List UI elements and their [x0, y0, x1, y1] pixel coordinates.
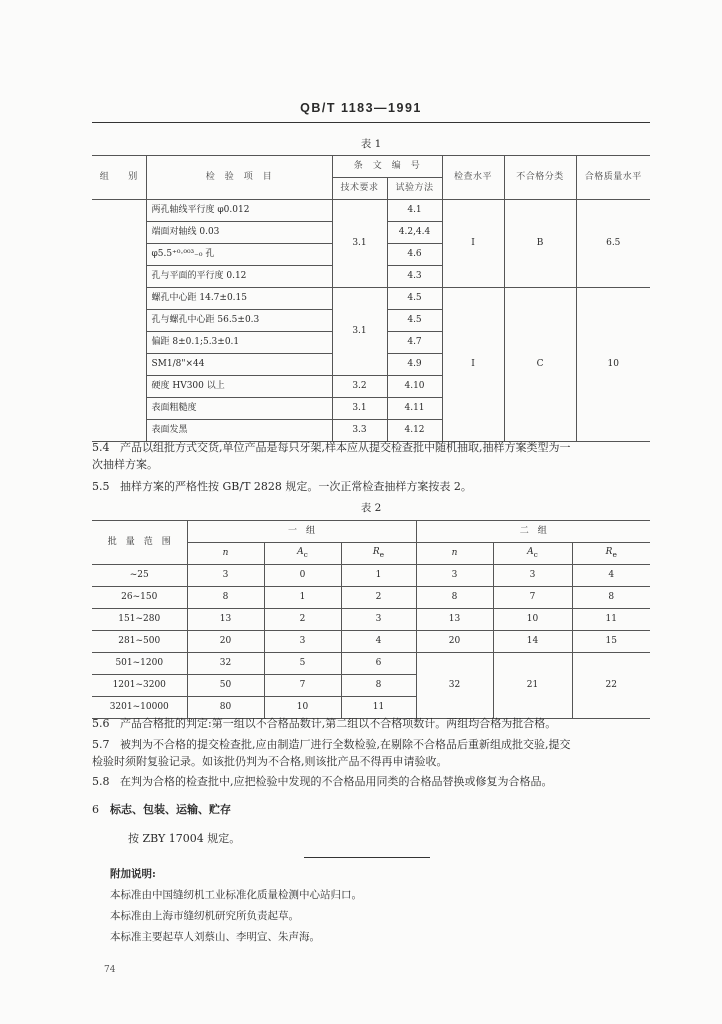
- header-n: n: [187, 543, 264, 565]
- test-method-cell: 4.1: [387, 200, 442, 222]
- clause-number: 5.8: [92, 775, 110, 788]
- re2-cell: 8: [572, 587, 650, 609]
- batch-range-cell: 151~280: [92, 609, 187, 631]
- tech-req-cell: 3.1: [332, 200, 387, 288]
- table-row: [92, 653, 650, 675]
- clause-text-continued: 检验时须附复验记录。如该批仍判为不合格,则该批产品不得再申请验收。: [92, 754, 448, 768]
- header-re: $R_e$: [572, 543, 650, 565]
- n2-cell: 32: [416, 653, 493, 719]
- clause-text: 产品合格批的判定:第一组以不合格品数计,第二组以不合格项数计。两组均合格为批合格。: [120, 717, 557, 730]
- n2-cell: 8: [416, 587, 493, 609]
- end-rule: [304, 857, 430, 858]
- re2-cell: 4: [572, 565, 650, 587]
- section-number: 6: [92, 803, 99, 816]
- clause-text: 产品以组批方式交货,单位产品是每只牙架,样本应从提交检查批中随机抽取,抽样方案类型为一: [120, 441, 571, 454]
- header-ac: $A_c$: [493, 543, 572, 565]
- sampling-plan-table: [92, 520, 650, 719]
- header-clause-number: 条 文 编 号: [332, 156, 442, 178]
- ac1-cell: 7: [264, 675, 341, 697]
- item-cell: 螺孔中心距 14.7±0.15: [146, 288, 332, 310]
- item-cell: 端面对轴线 0.03: [146, 222, 332, 244]
- tech-req-cell: 3.1: [332, 398, 387, 420]
- batch-range-cell: 1201~3200: [92, 675, 187, 697]
- header-aql: 合格质量水平: [576, 156, 650, 200]
- re1-cell: 4: [341, 631, 416, 653]
- n2-cell: 13: [416, 609, 493, 631]
- header-ac: $A_c$: [264, 543, 341, 565]
- test-method-cell: 4.5: [387, 288, 442, 310]
- re2-cell: 22: [572, 653, 650, 719]
- test-method-cell: 4.6: [387, 244, 442, 266]
- clause-5-8: [92, 774, 652, 791]
- page-number: 74: [104, 965, 116, 975]
- item-cell: 孔与螺孔中心距 56.5±0.3: [146, 310, 332, 332]
- re1-cell: 6: [341, 653, 416, 675]
- table-row: [92, 631, 650, 653]
- header-re: $R_e$: [341, 543, 416, 565]
- n1-cell: 20: [187, 631, 264, 653]
- item-cell: 偏距 8±0.1;5.3±0.1: [146, 332, 332, 354]
- header-group: 组 别: [92, 156, 146, 200]
- header-batch-range: 批 量 范 围: [92, 521, 187, 565]
- clause-5-4: [92, 440, 652, 473]
- header-group-2: 二 组: [416, 521, 650, 543]
- section-6-body: 按 ZBY 17004 规定。: [128, 832, 241, 845]
- tech-req-cell: 3.1: [332, 288, 387, 376]
- notes-line: 本标准由上海市缝纫机研究所负责起草。: [110, 910, 299, 922]
- item-cell: 两孔轴线平行度 φ0.012: [146, 200, 332, 222]
- aql-cell: 6.5: [576, 200, 650, 288]
- batch-range-cell: 3201~10000: [92, 697, 187, 719]
- re1-cell: 11: [341, 697, 416, 719]
- notes-title: 附加说明:: [110, 868, 156, 880]
- item-cell: 表面发黑: [146, 420, 332, 442]
- table-row: [92, 565, 650, 587]
- batch-range-cell: 281~500: [92, 631, 187, 653]
- ac2-cell: 14: [493, 631, 572, 653]
- nonconformity-class-cell: C: [504, 288, 576, 442]
- standard-code-header: QB/T 1183—1991: [300, 101, 422, 115]
- clause-number: 5.4: [92, 441, 110, 454]
- n1-cell: 8: [187, 587, 264, 609]
- ac1-cell: 3: [264, 631, 341, 653]
- ac2-cell: 10: [493, 609, 572, 631]
- clause-5-5: [92, 479, 652, 496]
- ac2-cell: 7: [493, 587, 572, 609]
- test-method-cell: 4.12: [387, 420, 442, 442]
- section-title: 标志、包装、运输、贮存: [110, 803, 231, 816]
- n1-cell: 50: [187, 675, 264, 697]
- n2-cell: 3: [416, 565, 493, 587]
- test-method-cell: 4.2,4.4: [387, 222, 442, 244]
- section-6-heading: [92, 801, 231, 817]
- ac1-cell: 10: [264, 697, 341, 719]
- re2-cell: 15: [572, 631, 650, 653]
- re2-cell: 11: [572, 609, 650, 631]
- item-cell: 硬度 HV300 以上: [146, 376, 332, 398]
- ac1-cell: 2: [264, 609, 341, 631]
- n1-cell: 3: [187, 565, 264, 587]
- re1-cell: 3: [341, 609, 416, 631]
- table-row: [92, 609, 650, 631]
- table1-caption: 表 1: [360, 138, 382, 150]
- test-method-cell: 4.7: [387, 332, 442, 354]
- clause-5-6: [92, 716, 652, 733]
- clause-text-continued: 次抽样方案。: [92, 457, 158, 471]
- nonconformity-class-cell: B: [504, 200, 576, 288]
- batch-range-cell: 26~150: [92, 587, 187, 609]
- ac1-cell: 1: [264, 587, 341, 609]
- clause-number: 5.7: [92, 738, 110, 751]
- clause-text: 在判为合格的检查批中,应把检验中发现的不合格品用同类的合格品替换或修复为合格品。: [120, 775, 553, 788]
- clause-number: 5.6: [92, 717, 110, 730]
- header-tech-requirement: 技术要求: [332, 178, 387, 200]
- header-inspection-item: 检 验 项 目: [146, 156, 332, 200]
- batch-range-cell: ~25: [92, 565, 187, 587]
- test-method-cell: 4.9: [387, 354, 442, 376]
- test-method-cell: 4.11: [387, 398, 442, 420]
- test-method-cell: 4.10: [387, 376, 442, 398]
- header-inspection-level: 检查水平: [442, 156, 504, 200]
- inspection-level-cell: I: [442, 288, 504, 442]
- inspection-level-cell: I: [442, 200, 504, 288]
- table2-caption: 表 2: [360, 502, 382, 514]
- ac1-cell: 5: [264, 653, 341, 675]
- table-row: [92, 587, 650, 609]
- aql-cell: 10: [576, 288, 650, 442]
- header-test-method: 试验方法: [387, 178, 442, 200]
- header-rule: [92, 122, 650, 123]
- tech-req-cell: 3.2: [332, 376, 387, 398]
- test-method-cell: 4.3: [387, 266, 442, 288]
- tech-req-cell: 3.3: [332, 420, 387, 442]
- re1-cell: 1: [341, 565, 416, 587]
- clause-text: 被判为不合格的提交检查批,应由制造厂进行全数检验,在剔除不合格品后重新组成批交验,提交: [120, 738, 571, 751]
- n1-cell: 80: [187, 697, 264, 719]
- item-cell: SM1/8"×44: [146, 354, 332, 376]
- item-cell: 孔与平面的平行度 0.12: [146, 266, 332, 288]
- n2-cell: 20: [416, 631, 493, 653]
- ac2-cell: 3: [493, 565, 572, 587]
- group-cell: [92, 200, 146, 442]
- clause-text: 抽样方案的严格性按 GB/T 2828 规定。一次正常检查抽样方案按表 2。: [120, 480, 472, 493]
- item-cell: φ5.5⁺⁰·⁰⁰³₋₀ 孔: [146, 244, 332, 266]
- notes-line: 本标准主要起草人刘蔡山、李明宣、朱声海。: [110, 931, 320, 943]
- notes-line: 本标准由中国缝纫机工业标准化质量检测中心站归口。: [110, 889, 362, 901]
- batch-range-cell: 501~1200: [92, 653, 187, 675]
- re1-cell: 2: [341, 587, 416, 609]
- item-cell: 表面粗糙度: [146, 398, 332, 420]
- test-method-cell: 4.5: [387, 310, 442, 332]
- n1-cell: 32: [187, 653, 264, 675]
- clause-number: 5.5: [92, 480, 110, 493]
- header-nonconformity-class: 不合格分类: [504, 156, 576, 200]
- header-group-1: 一 组: [187, 521, 416, 543]
- ac1-cell: 0: [264, 565, 341, 587]
- re1-cell: 8: [341, 675, 416, 697]
- clause-5-7: [92, 737, 652, 770]
- n1-cell: 13: [187, 609, 264, 631]
- header-n: n: [416, 543, 493, 565]
- inspection-items-table: [92, 155, 650, 442]
- ac2-cell: 21: [493, 653, 572, 719]
